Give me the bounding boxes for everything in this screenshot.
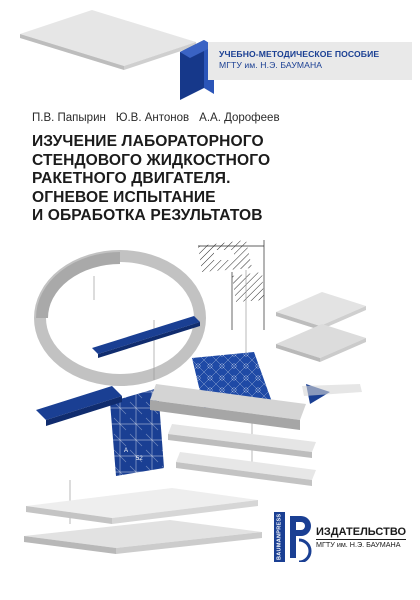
author-name: А.А. Дорофеев [199, 112, 280, 124]
title-line: ИЗУЧЕНИЕ ЛАБОРАТОРНОГО [32, 133, 264, 150]
publisher-name: ИЗДАТЕЛЬСТВО [316, 526, 407, 538]
top-left-plate [20, 10, 196, 70]
author-name: П.В. Папырин [32, 112, 106, 124]
title-line: СТЕНДОВОГО ЖИДКОСТНОГО [32, 151, 271, 169]
mid-beams [168, 424, 316, 486]
publisher-text [316, 526, 406, 550]
brand-strip: BAUMANPRESS [274, 512, 285, 562]
series-label-line2: МГТУ им. Н.Э. БАУМАНА [219, 60, 323, 70]
series-label-line1: УЧЕБНО-МЕТОДИЧЕСКОЕ ПОСОБИЕ [219, 49, 380, 59]
author-name: Ю.В. Антонов [115, 112, 190, 124]
hatched-section [198, 240, 264, 330]
bottom-plates [24, 488, 262, 554]
series-label [219, 49, 409, 71]
blue-bar-lower [36, 386, 122, 426]
publisher-mark-icon [287, 512, 313, 562]
right-plates [276, 292, 366, 362]
title-line: РАКЕТНОГО ДВИГАТЕЛЯ. [32, 170, 231, 188]
svg-text:A: A [124, 448, 129, 454]
title-line: ОГНЕВОЕ ИСПЫТАНИЕ [32, 188, 216, 206]
svg-text:52: 52 [136, 456, 143, 462]
publisher-logo [274, 512, 406, 562]
book-title [32, 133, 372, 226]
authors [32, 112, 280, 124]
title-line: И ОБРАБОТКА РЕЗУЛЬТАТОВ [32, 207, 263, 225]
publisher-subtitle: МГТУ им. Н.Э. БАУМАНА [316, 539, 406, 550]
gray-ring [40, 256, 200, 380]
